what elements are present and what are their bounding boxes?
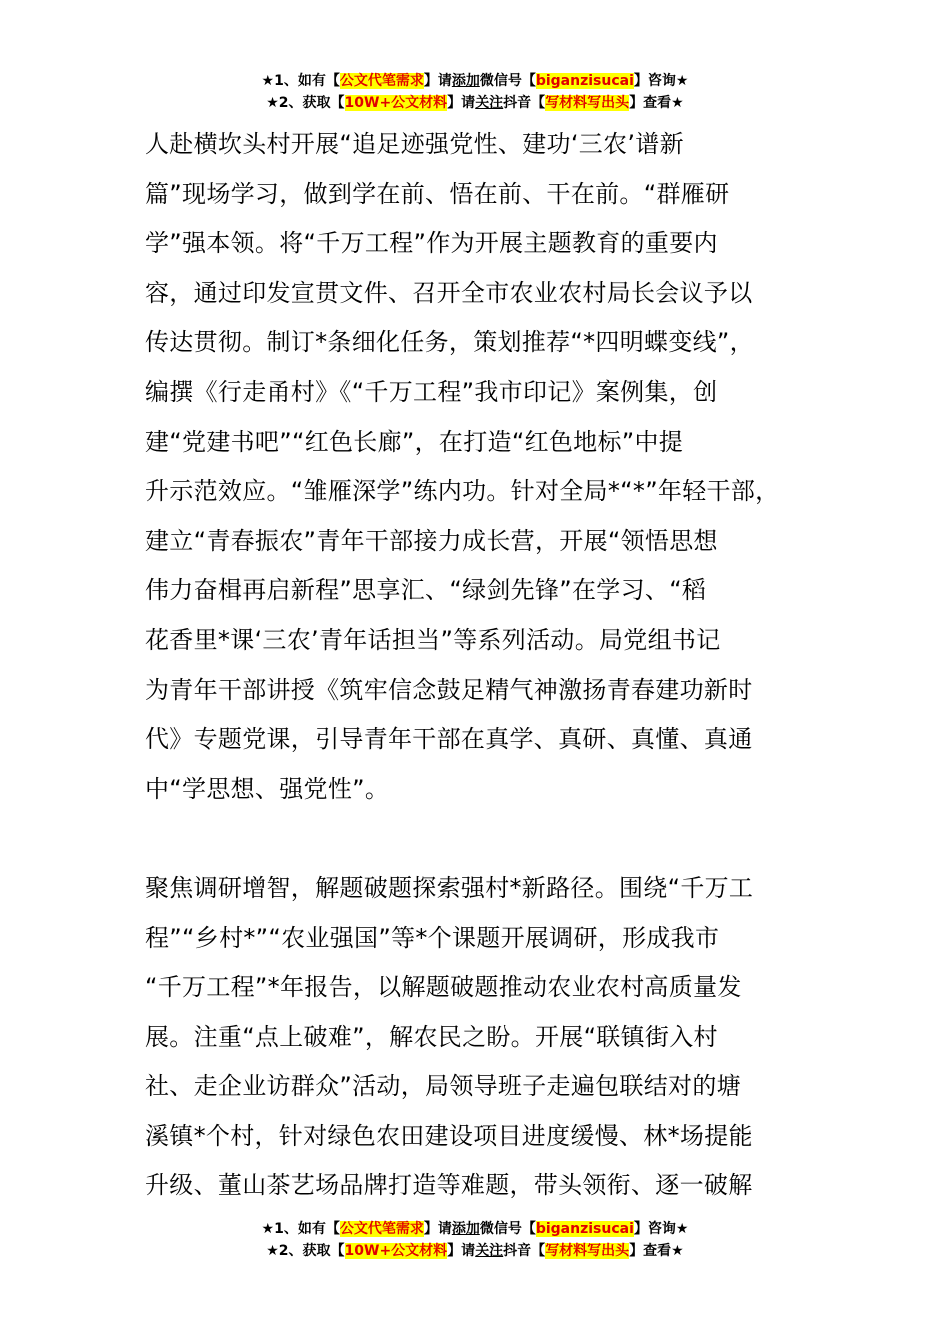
text-line: “千万工程”*年报告，以解题破题推动农业农村高质量发 [145, 973, 742, 1002]
header-banner [0, 70, 950, 114]
text-line: 程”“乡村*”“农业强国”等*个课题开展调研，形成我市 [145, 923, 720, 952]
text-line: 篇”现场学习，做到学在前、悟在前、干在前。“群雁研 [145, 179, 730, 208]
banner-douyin-id: 写材料写出头 [545, 95, 630, 111]
text-line: 伟力奋楫再启新程”思享汇、“绿剑先锋”在学习、“稻 [145, 576, 707, 605]
text-line: 建立“青春振农”青年干部接力成长营，开展“领悟思想 [145, 526, 718, 555]
banner-highlight: 10W+公文材料 [344, 1243, 448, 1259]
banner-line-2: ★2、获取【10W+公文材料】请关注抖音【写材料写出头】查看★ [266, 1243, 684, 1259]
text-line: 花香里*课‘三农’青年话担当”等系列活动。局党组书记 [145, 625, 721, 654]
text-line: 社、走企业访群众”活动，局领导班子走遍包联结对的塘 [145, 1072, 741, 1101]
banner-line-1: ★1、如有【公文代笔需求】请添加微信号【biganzisucai】咨询★ [261, 1221, 689, 1237]
banner-line-2: ★2、获取【10W+公文材料】请关注抖音【写材料写出头】查看★ [266, 95, 684, 111]
paragraph-2 [145, 864, 825, 1211]
text-line: 学”强本领。将“千万工程”作为开展主题教育的重要内 [145, 229, 718, 258]
text-line: 升级、董山茶艺场品牌打造等难题，带头领衔、逐一破解 [145, 1171, 753, 1200]
text-line: 人赴横坎头村开展“追足迹强党性、建功‘三农’谱新 [145, 130, 684, 158]
text-line: 展。注重“点上破难”，解农民之盼。开展“联镇街入村 [145, 1022, 718, 1051]
text-line: 溪镇*个村，针对绿色农田建设项目进度缓慢、林*场提能 [145, 1121, 753, 1150]
text-line: 聚焦调研增智，解题破题探索强村*新路径。围绕“千万工 [145, 873, 754, 902]
paragraph-gap [145, 814, 825, 864]
text-line: 升示范效应。“雏雁深学”练内功。针对全局*“*”年轻干部， [145, 477, 780, 506]
text-line: 容，通过印发宣贯文件、召开全市农业农村局长会议予以 [145, 278, 753, 307]
banner-highlight: 10W+公文材料 [344, 95, 448, 111]
banner-wechat-id: biganzisucai [535, 73, 634, 89]
text-line: 传达贯彻。制订*条细化任务，策划推荐“*四明蝶变线”， [145, 328, 754, 357]
banner-douyin-id: 写材料写出头 [545, 1243, 630, 1259]
paragraph-1 [145, 120, 825, 814]
text-line: 为青年干部讲授《筑牢信念鼓足精气神激扬青春建功新时 [145, 675, 753, 704]
text-line: 编撰《行走甬村》《“千万工程”我市印记》案例集，创 [145, 377, 718, 406]
text-line: 中“学思想、强党性”。 [145, 774, 390, 803]
text-line: 代》专题党课，引导青年干部在真学、真研、真懂、真通 [145, 725, 753, 754]
text-line: 建“党建书吧”“红色长廊”，在打造“红色地标”中提 [145, 427, 684, 456]
banner-highlight: 公文代笔需求 [339, 73, 424, 89]
document-body [145, 120, 825, 1211]
banner-highlight: 公文代笔需求 [339, 1221, 424, 1237]
footer-banner [0, 1218, 950, 1262]
banner-line-1: ★1、如有【公文代笔需求】请添加微信号【biganzisucai】咨询★ [261, 73, 689, 89]
banner-wechat-id: biganzisucai [535, 1221, 634, 1237]
